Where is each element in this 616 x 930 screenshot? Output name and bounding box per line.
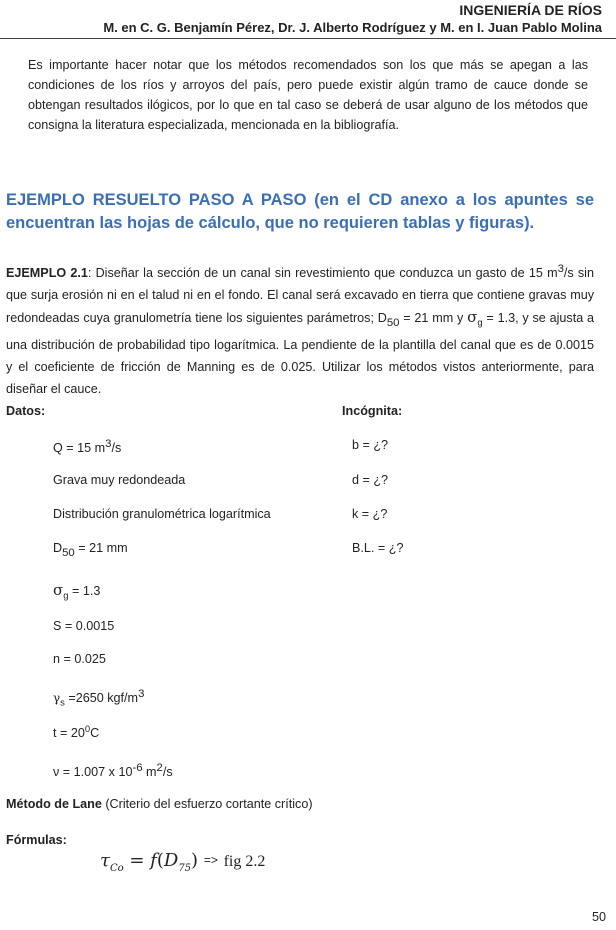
example-sup-3: 3: [557, 263, 564, 275]
header-authors: M. en C. G. Benjamín Pérez, Dr. J. Alberto Rodríguez y M. en I. Juan Pablo Molina: [103, 20, 602, 35]
incognita-b: b = ¿?: [352, 438, 389, 452]
dato-sigma-g: $\sigma_g = 1.3$: [53, 581, 101, 602]
dato-temperatura: $t = 20^0C$: [53, 723, 100, 740]
dato-viscosidad: ν = 1.007 x 10-6 m2/s: [53, 762, 173, 779]
dato-distribucion: Distribución granulométrica logarítmica: [53, 507, 271, 521]
example-paragraph: [6, 258, 594, 400]
incognita-bl: B.L. = ¿?: [352, 541, 404, 555]
incognita-d: d = ¿?: [352, 473, 389, 487]
example-text-4: = 1.3, y se ajusta a una distribución de probabilidad tipo logarítmica. La pendiente de la plantilla del canal que es de 0.0015 y el coeficiente de fricción de Manning es de 0.025. Utilizar los métodos vistos anteriormente, para diseñar el cauce.: [6, 311, 595, 396]
dato-q: Q = 15 m3/s: [53, 438, 122, 455]
dato-gamma-s: $\gamma_s =2650$ kgf/m3: [53, 688, 145, 709]
sigma-sub: g: [477, 317, 483, 329]
incognita-label: Incógnita:: [342, 404, 403, 418]
intro-paragraph: Es importante hacer notar que los métodos recomendados son los que más se apegan a las condiciones de los ríos y arroyos del país, pero puede existir algún tramo de cauce donde se obtengan resultados ilógicos, por lo que en tal caso se deberá de usar alguno de los métodos que consigna la literatura especializada, mencionada en la bibliografía.: [28, 58, 588, 132]
formulas-label: Fórmulas:: [6, 833, 67, 847]
page-number: 50: [591, 910, 606, 924]
metodo-line: [6, 797, 313, 811]
sigma-symbol: σ: [467, 308, 478, 326]
figure-reference: fig 2.2: [223, 853, 266, 870]
example-sub-50: 50: [386, 317, 400, 329]
metodo-name: Método de Lane: [6, 797, 102, 811]
header-course: INGENIERÍA DE RÍOS: [459, 2, 602, 18]
example-text-3: = 21 mm y: [399, 311, 468, 325]
example-text-1: : Diseñar la sección de un canal sin revestimiento que conduzca un gasto de 15 m: [87, 266, 558, 280]
metodo-desc: (Criterio del esfuerzo cortante crítico): [101, 797, 313, 811]
dato-n: n = 0.025: [53, 652, 106, 666]
datos-label: Datos:: [6, 404, 46, 418]
header-divider: [0, 38, 616, 39]
example-label: EJEMPLO 2.1: [6, 266, 88, 280]
dato-s: S = 0.0015: [53, 619, 115, 633]
arrow-symbol: =>: [203, 853, 218, 867]
example-text-2: /s sin que surja erosión ni en el talud ni en el fondo. El canal será excavado en tierra que contiene gravas muy redondeadas cuya granulometría tiene los siguientes parámetros; D: [6, 266, 594, 325]
dato-grava: Grava muy redondeada: [53, 473, 186, 487]
incognita-k: k = ¿?: [352, 507, 388, 521]
section-heading: EJEMPLO RESUELTO PASO A PASO (en el CD anexo a los apuntes se encuentran las hojas de cálculo, que no requieren tablas y figuras).: [6, 191, 594, 232]
dato-d50: D50 = 21 mm: [53, 541, 128, 559]
formula-lane: $\tau_{Co} = f(D_{75})$ => fig 2.2: [100, 850, 266, 874]
